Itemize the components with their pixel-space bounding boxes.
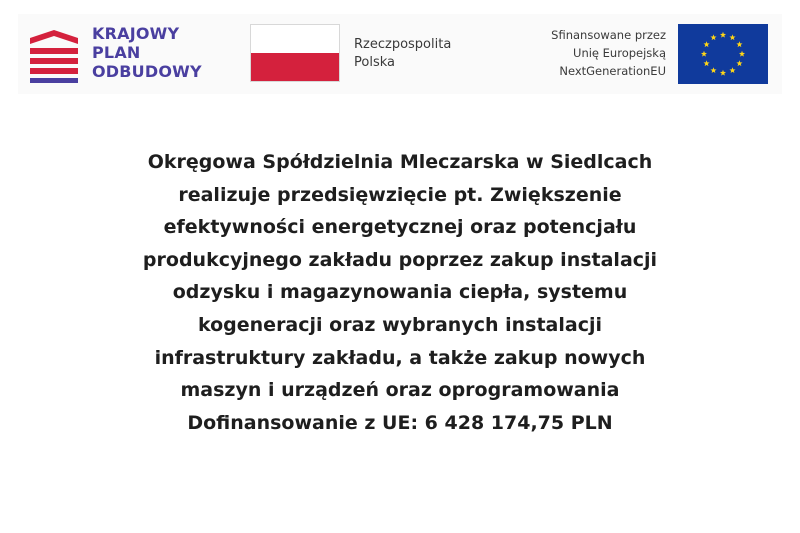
eu-flag-icon xyxy=(678,24,768,84)
eu-line-1: Sfinansowane przez xyxy=(551,28,666,42)
eu-line-2: Unię Europejską xyxy=(573,46,666,60)
eu-star-icon xyxy=(736,60,742,66)
description-line-4: produkcyjnego zakładu poprzez zakup instalacji xyxy=(142,248,658,271)
description-line-1: Okręgowa Spółdzielnia Mleczarska w Siedlcach xyxy=(147,151,653,173)
eu-star-icon xyxy=(710,34,716,40)
eu-star-icon xyxy=(704,41,710,47)
eu-star-icon xyxy=(701,51,707,57)
poland-flag-red xyxy=(251,53,339,81)
eu-star-icon xyxy=(720,32,726,38)
eu-star-icon xyxy=(710,67,716,73)
eu-star-icon xyxy=(720,70,726,76)
kpo-line-3: ODBUDOWY xyxy=(92,62,202,81)
kpo-line-1: KRAJOWY xyxy=(92,24,180,43)
eu-star-icon xyxy=(729,67,735,73)
description-line-5: odzysku i magazynowania ciepła, systemu xyxy=(172,281,628,304)
description-line-7: infrastruktury zakładu, a także zakup nowych xyxy=(154,346,646,369)
project-description xyxy=(80,146,720,439)
eu-stars-icon xyxy=(678,24,768,84)
description-line-6: kogeneracji oraz wybranych instalacji xyxy=(197,313,602,336)
poland-logo-text xyxy=(354,36,451,72)
poland-flag-white xyxy=(251,25,339,53)
description-line-2: realizuje przedsięwzięcie pt. Zwiększenie xyxy=(178,183,622,206)
kpo-stripes-icon xyxy=(26,28,82,84)
kpo-logo-text xyxy=(92,24,202,81)
poland-line-2: Polska xyxy=(354,55,395,70)
eu-star-icon xyxy=(736,41,742,47)
description-line-3: efektywności energetycznej oraz potencjału xyxy=(163,216,637,239)
logo-strip xyxy=(18,14,782,94)
poland-flag-icon xyxy=(250,24,340,82)
description-line-8: maszyn i urządzeń oraz oprogramowania xyxy=(180,379,620,402)
kpo-logo xyxy=(26,24,226,84)
eu-star-icon xyxy=(729,34,735,40)
funding-amount: Dofinansowanie z UE: 6 428 174,75 PLN xyxy=(187,411,613,434)
eu-star-icon xyxy=(739,51,745,57)
kpo-line-2: PLAN xyxy=(92,43,141,62)
poland-line-1: Rzeczpospolita xyxy=(354,37,452,52)
eu-logo-text xyxy=(502,26,666,80)
eu-line-3: NextGenerationEU xyxy=(559,64,666,78)
eu-star-icon xyxy=(704,60,710,66)
